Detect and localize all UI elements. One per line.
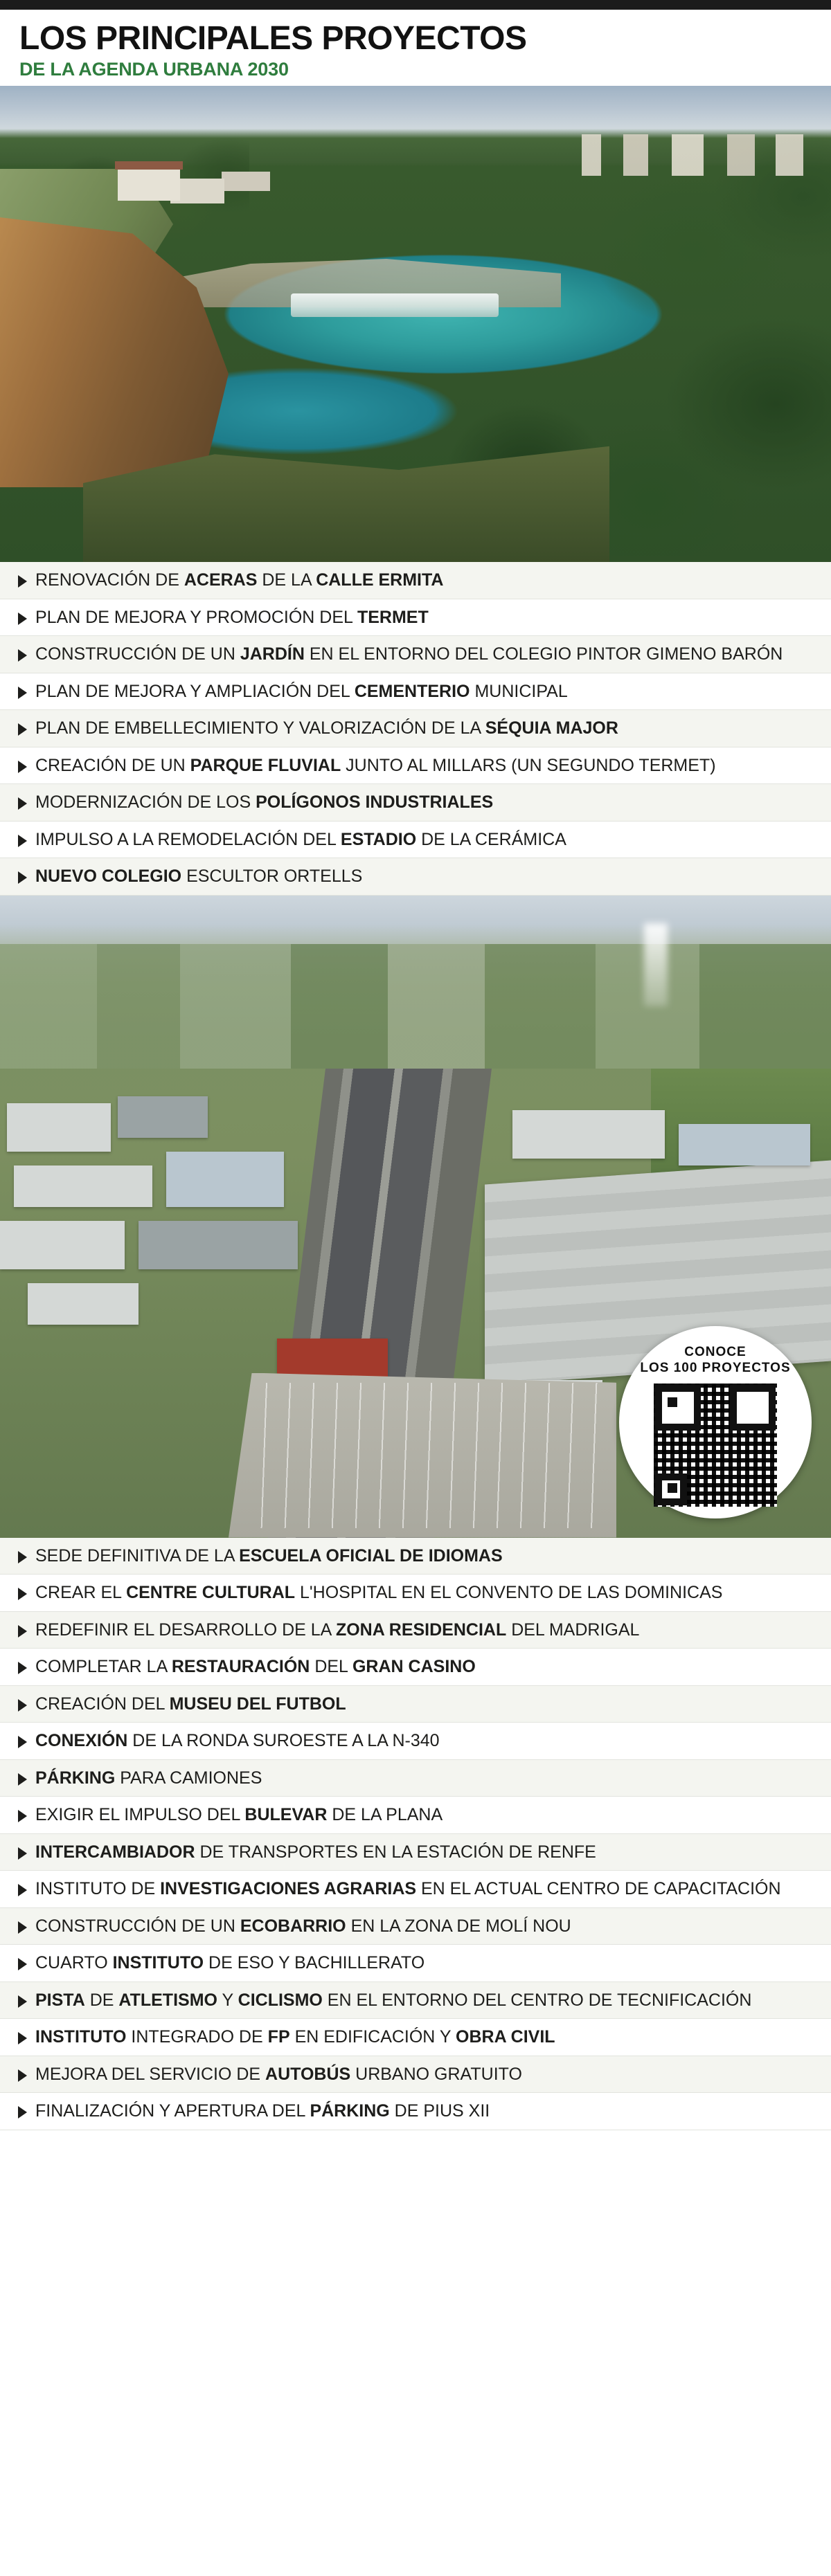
list-item <box>0 2019 831 2056</box>
photo-parking-lot <box>229 1373 616 1538</box>
triangle-bullet-icon <box>18 1810 27 1822</box>
triangle-bullet-icon <box>18 871 27 884</box>
list-item <box>0 784 831 822</box>
list-item-label: CREACIÓN DEL MUSEU DEL FUTBOL <box>35 1694 346 1714</box>
photo-smoke-plume <box>644 923 668 1006</box>
list-item-label: PLAN DE MEJORA Y AMPLIACIÓN DEL CEMENTERIO MUNICIPAL <box>35 681 568 701</box>
triangle-bullet-icon <box>18 835 27 847</box>
qr-eye-dot <box>668 1483 677 1493</box>
top-rule <box>0 0 831 10</box>
list-item-label: NUEVO COLEGIO ESCULTOR ORTELLS <box>35 867 363 886</box>
list-item <box>0 1871 831 1908</box>
list-item <box>0 1982 831 2020</box>
photo-warehouse <box>14 1165 152 1207</box>
photo-warehouse <box>512 1110 665 1159</box>
list-item-label: CONSTRUCCIÓN DE UN JARDÍN EN EL ENTORNO DEL COLEGIO PINTOR GIMENO BARÓN <box>35 644 783 664</box>
list-item <box>0 747 831 785</box>
triangle-bullet-icon <box>18 1588 27 1600</box>
photo-warehouse <box>166 1152 284 1207</box>
photo-warehouse <box>28 1283 138 1325</box>
photo-fields <box>0 944 831 1069</box>
list-item <box>0 1908 831 1945</box>
qr-eye-dot <box>668 1397 677 1407</box>
list-item-label: INSTITUTO INTEGRADO DE FP EN EDIFICACIÓN Y OBRA CIVIL <box>35 2027 555 2047</box>
photo-warehouse <box>0 1221 125 1269</box>
photo-warehouse <box>7 1103 111 1152</box>
list-item <box>0 1686 831 1723</box>
list-item-label: EXIGIR EL IMPULSO DEL BULEVAR DE LA PLANA <box>35 1805 443 1824</box>
triangle-bullet-icon <box>18 1847 27 1860</box>
triangle-bullet-icon <box>18 1699 27 1712</box>
list-item <box>0 1797 831 1834</box>
list-item <box>0 636 831 673</box>
photo-weir <box>291 293 499 317</box>
triangle-bullet-icon <box>18 575 27 588</box>
list-item <box>0 858 831 896</box>
qr-eye-dot <box>753 1397 763 1407</box>
list-item-label: MODERNIZACIÓN DE LOS POLÍGONOS INDUSTRIALES <box>35 792 494 812</box>
page-subtitle: DE LA AGENDA URBANA 2030 <box>19 59 289 80</box>
list-item-label: PLAN DE EMBELLECIMIENTO Y VALORIZACIÓN DE LA SÉQUIA MAJOR <box>35 718 618 738</box>
list-item <box>0 2093 831 2130</box>
list-item-label: MEJORA DEL SERVICIO DE AUTOBÚS URBANO GRATUITO <box>35 2064 522 2084</box>
list-item-label: REDEFINIR EL DESARROLLO DE LA ZONA RESIDENCIAL DEL MADRIGAL <box>35 1620 640 1640</box>
photo-warehouse <box>118 1096 208 1138</box>
list-item-label: IMPULSO A LA REMODELACIÓN DEL ESTADIO DE LA CERÁMICA <box>35 829 566 849</box>
list-item <box>0 1834 831 1871</box>
list-item-label: INTERCAMBIADOR DE TRANSPORTES EN LA ESTACIÓN DE RENFE <box>35 1842 596 1862</box>
list-item <box>0 1649 831 1686</box>
list-item-label: CUARTO INSTITUTO DE ESO Y BACHILLERATO <box>35 1953 425 1972</box>
projects-list-one <box>0 562 831 896</box>
triangle-bullet-icon <box>18 649 27 662</box>
list-item <box>0 710 831 747</box>
list-item-label: CREAR EL CENTRE CULTURAL L'HOSPITAL EN EL CONVENTO DE LAS DOMINICAS <box>35 1583 723 1602</box>
photo-village-houses <box>582 134 803 176</box>
list-item <box>0 1612 831 1649</box>
triangle-bullet-icon <box>18 1551 27 1563</box>
list-item-label: CONSTRUCCIÓN DE UN ECOBARRIO EN LA ZONA DE MOLÍ NOU <box>35 1916 571 1936</box>
list-item-label: SEDE DEFINITIVA DE LA ESCUELA OFICIAL DE IDIOMAS <box>35 1545 503 1566</box>
qr-badge-line2: LOS 100 PROYECTOS <box>640 1361 791 1376</box>
triangle-bullet-icon <box>18 797 27 810</box>
list-item-label: CONEXIÓN DE LA RONDA SUROESTE A LA N-340 <box>35 1731 440 1750</box>
list-item-label: RENOVACIÓN DE ACERAS DE LA CALLE ERMITA <box>35 570 444 590</box>
list-item-label: PISTA DE ATLETISMO Y CICLISMO EN EL ENTORNO DEL CENTRO DE TECNIFICACIÓN <box>35 1990 752 2010</box>
list-item-label: INSTITUTO DE INVESTIGACIONES AGRARIAS EN EL ACTUAL CENTRO DE CAPACITACIÓN <box>35 1879 781 1898</box>
page-title: LOS PRINCIPALES PROYECTOS <box>19 20 527 57</box>
triangle-bullet-icon <box>18 1921 27 1934</box>
triangle-bullet-icon <box>18 687 27 699</box>
list-item <box>0 1538 831 1575</box>
list-item <box>0 1723 831 1760</box>
qr-code-icon[interactable] <box>654 1384 777 1507</box>
triangle-bullet-icon <box>18 2106 27 2119</box>
list-item <box>0 599 831 637</box>
triangle-bullet-icon <box>18 1958 27 1970</box>
list-item-label: PÁRKING PARA CAMIONES <box>35 1768 262 1788</box>
triangle-bullet-icon <box>18 2032 27 2044</box>
triangle-bullet-icon <box>18 1736 27 1748</box>
photo-warehouse <box>138 1221 298 1269</box>
photo-warehouse-red-roof <box>277 1339 388 1377</box>
qr-badge[interactable] <box>619 1326 812 1518</box>
photo-white-house <box>118 167 180 201</box>
triangle-bullet-icon <box>18 761 27 773</box>
list-item-label: PLAN DE MEJORA Y PROMOCIÓN DEL TERMET <box>35 607 429 627</box>
list-item <box>0 562 831 599</box>
list-item <box>0 2056 831 2094</box>
list-item <box>0 1760 831 1797</box>
list-item <box>0 1575 831 1612</box>
list-item <box>0 673 831 711</box>
qr-badge-line1: CONOCE <box>684 1344 747 1359</box>
triangle-bullet-icon <box>18 1625 27 1638</box>
triangle-bullet-icon <box>18 1662 27 1674</box>
photo-river-gorge-image <box>0 86 831 562</box>
page-header <box>0 10 831 86</box>
triangle-bullet-icon <box>18 2069 27 2082</box>
triangle-bullet-icon <box>18 1773 27 1786</box>
projects-list-two <box>0 1538 831 2130</box>
photo-sky <box>0 896 831 944</box>
triangle-bullet-icon <box>18 613 27 625</box>
list-item-label: FINALIZACIÓN Y APERTURA DEL PÁRKING DE PIUS XII <box>35 2101 490 2121</box>
photo-river-gorge <box>0 86 831 562</box>
triangle-bullet-icon <box>18 1995 27 2008</box>
triangle-bullet-icon <box>18 1884 27 1896</box>
triangle-bullet-icon <box>18 723 27 736</box>
list-item-label: CREACIÓN DE UN PARQUE FLUVIAL JUNTO AL MILLARS (UN SEGUNDO TERMET) <box>35 755 716 775</box>
photo-warehouse <box>679 1124 810 1165</box>
photo-industrial-estate <box>0 896 831 1538</box>
list-item <box>0 822 831 859</box>
list-item <box>0 1945 831 1982</box>
list-item-label: COMPLETAR LA RESTAURACIÓN DEL GRAN CASINO <box>35 1657 476 1676</box>
